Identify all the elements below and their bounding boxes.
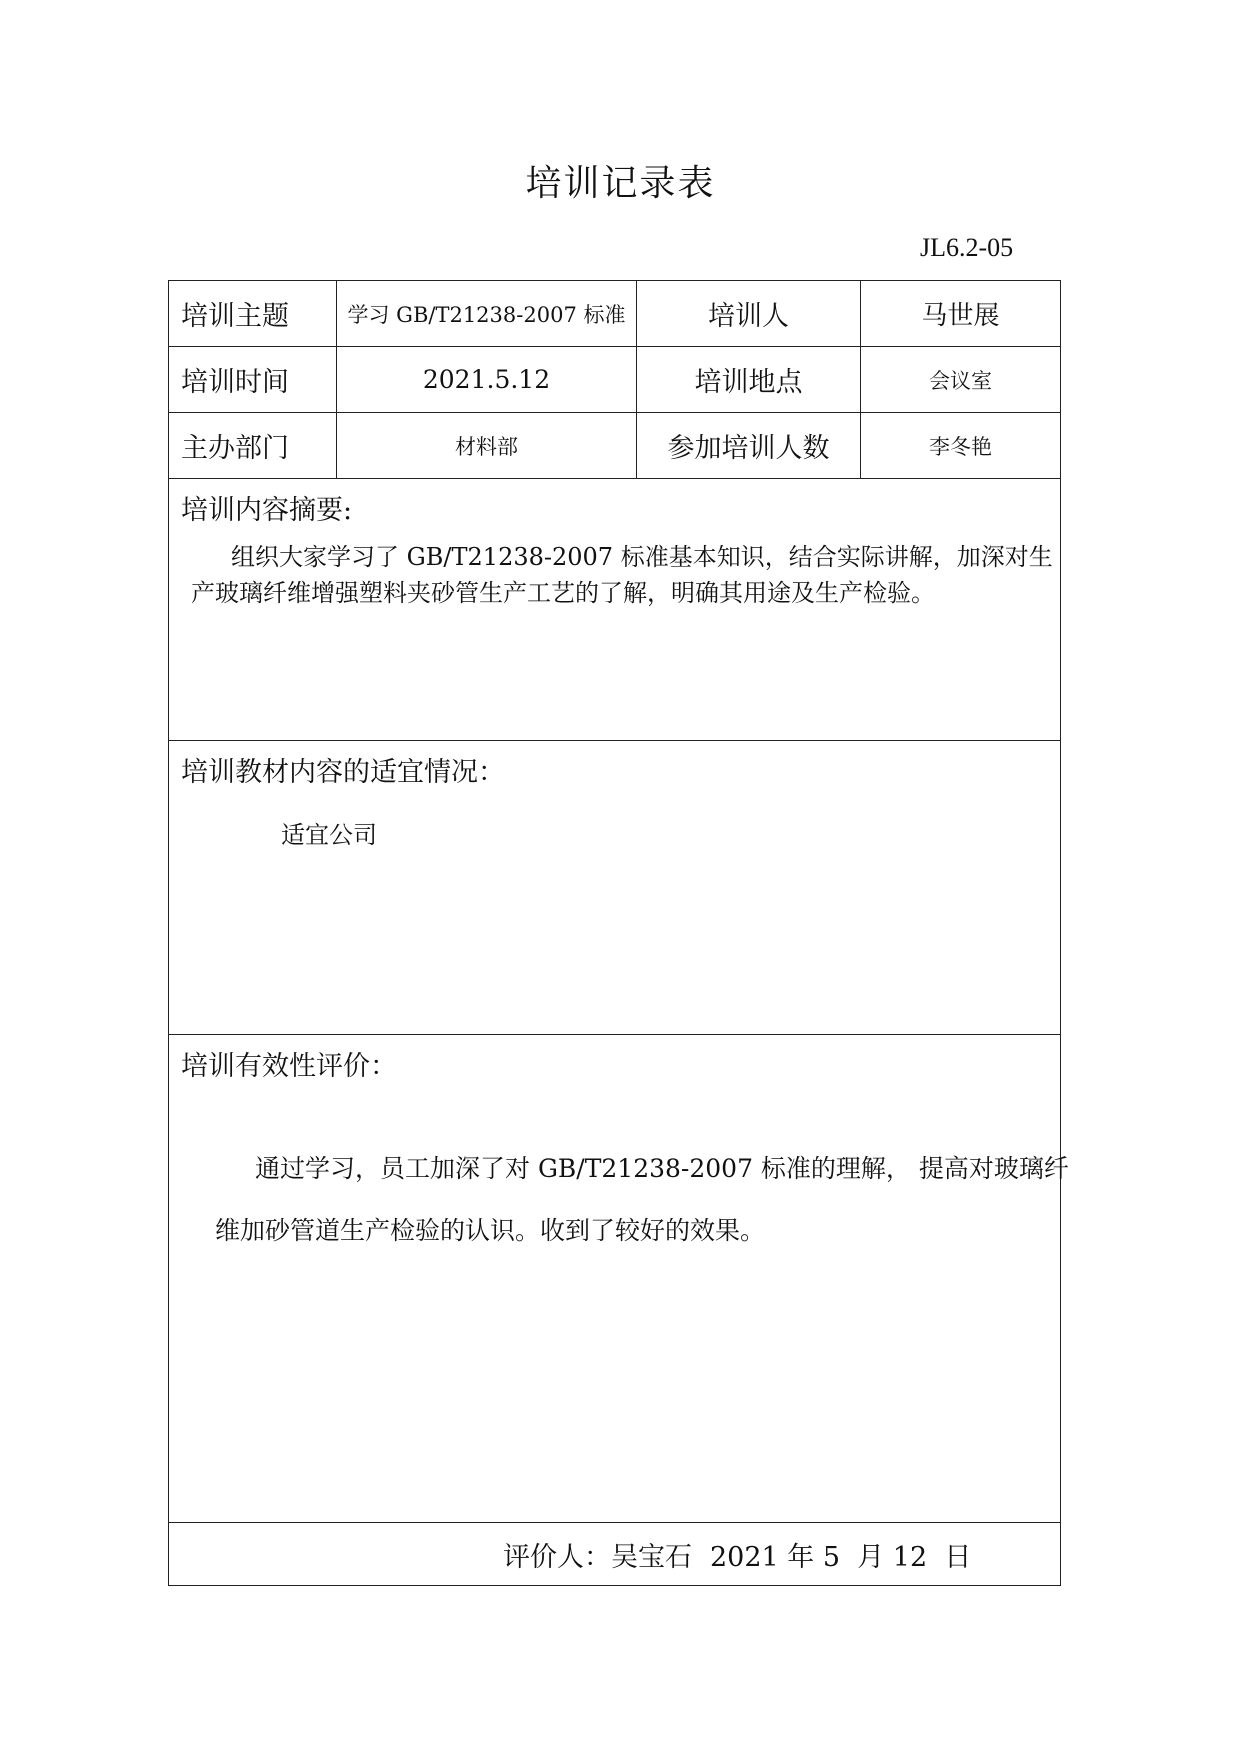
trainer-value: 马世展 — [921, 301, 1000, 331]
evaluator-name: 吴宝石 — [611, 1541, 692, 1573]
department-label: 主办部门 — [169, 413, 337, 478]
location-value: 会议室 — [929, 368, 992, 393]
effectiveness-section — [169, 1035, 1069, 1523]
attendee-count-value: 李冬艳 — [929, 434, 992, 459]
document-code: JL6.2-05 — [920, 233, 1014, 262]
evaluator-line — [503, 1523, 971, 1585]
trainer-label: 培训人 — [637, 281, 861, 346]
location-label: 培训地点 — [637, 347, 861, 412]
suitability-heading: 培训教材内容的适宜情况： — [181, 757, 505, 788]
summary-heading: 培训内容摘要: — [181, 495, 353, 526]
effectiveness-line-2: 维加砂管道生产检验的认识。收到了较好的效果。 — [215, 1216, 766, 1245]
evaluator-label: 评价人： — [503, 1541, 611, 1573]
info-row-topic — [169, 281, 1060, 347]
effectiveness-heading: 培训有效性评价： — [181, 1051, 397, 1082]
info-row-department — [169, 413, 1060, 479]
topic-value: 学习 GB/T21238-2007 标准 — [337, 281, 637, 346]
summary-section — [169, 479, 1060, 741]
department-value: 材料部 — [337, 413, 637, 478]
training-record-form — [168, 280, 1069, 1586]
form-title: 培训记录表 — [525, 163, 716, 204]
summary-line-2: 产玻璃纤维增强塑料夹砂管生产工艺的了解，明确其用途及生产检验。 — [191, 579, 935, 607]
time-value: 2021.5.12 — [337, 347, 637, 412]
suitability-section — [169, 741, 1060, 1035]
evaluation-date: 2021 年 5 月 12 日 — [710, 1541, 972, 1573]
info-row-time — [169, 347, 1060, 413]
summary-line-1: 组织大家学习了 GB/T21238-2007 标准基本知识，结合实际讲解，加深对生 — [231, 543, 1053, 571]
effectiveness-line-1: 通过学习，员工加深了对 GB/T21238-2007 标准的理解， 提高对玻璃纤 — [255, 1154, 1069, 1183]
evaluator-row — [169, 1523, 1060, 1585]
topic-label: 培训主题 — [169, 281, 337, 346]
time-label: 培训时间 — [169, 347, 337, 412]
suitability-text: 适宜公司 — [281, 821, 377, 849]
attendee-count-label: 参加培训人数 — [637, 413, 861, 478]
